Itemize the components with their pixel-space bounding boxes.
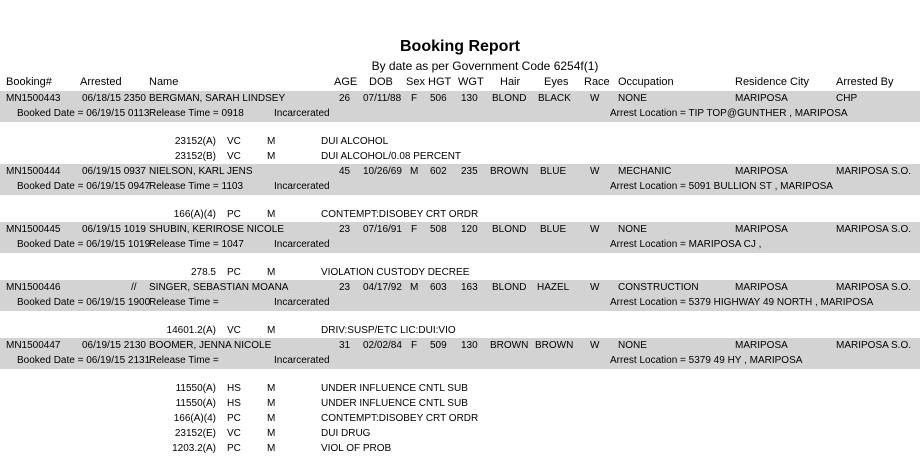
col-hgt: HGT <box>428 76 452 88</box>
residence-city: MARIPOSA <box>735 224 788 235</box>
arrest-location: Arrest Location = 5091 BULLION ST , MARIPOSA <box>610 181 833 192</box>
col-hair: Hair <box>500 76 521 88</box>
booked-date: Booked Date = 06/19/15 0113 <box>17 108 150 119</box>
dob: 07/11/88 <box>363 93 402 104</box>
arrest-location: Arrest Location = MARIPOSA CJ , <box>610 239 762 250</box>
arrested-by: MARIPOSA S.O. <box>836 282 912 293</box>
col-age: AGE <box>334 76 358 88</box>
height: 603 <box>430 282 447 293</box>
charge-code: 23152(E) <box>174 428 216 439</box>
eyes: BLUE <box>540 166 567 177</box>
col-arrested-by: Arrested By <box>836 76 894 88</box>
col-name: Name <box>149 76 179 88</box>
charge-type: PC <box>227 413 241 424</box>
occupation: MECHANIC <box>618 166 672 177</box>
hair: BROWN <box>490 340 529 351</box>
release-time: Release Time = 1103 <box>149 181 244 192</box>
race: W <box>590 166 600 177</box>
booking-number: MN1500447 <box>6 340 61 351</box>
col-occupation: Occupation <box>618 76 674 88</box>
booking-number: MN1500444 <box>6 166 61 177</box>
age: 31 <box>339 340 351 351</box>
height: 508 <box>430 224 447 235</box>
occupation: NONE <box>618 340 647 351</box>
height: 602 <box>430 166 447 177</box>
charge-code: 11550(A) <box>175 398 216 409</box>
charge-code: 166(A)(4) <box>173 209 216 220</box>
charge-type: HS <box>227 383 241 394</box>
col-booking: Booking# <box>6 76 52 88</box>
release-time: Release Time = <box>149 355 219 366</box>
charge-level: M <box>267 443 276 454</box>
booked-date: Booked Date = 06/19/15 2131 <box>17 355 151 366</box>
person-name: BOOMER, JENNA NICOLE <box>149 340 272 351</box>
height: 509 <box>430 340 447 351</box>
arrested-datetime: 06/19/15 0937 <box>82 166 146 177</box>
col-arrested: Arrested <box>80 76 122 88</box>
hair: BLOND <box>492 282 527 293</box>
release-time: Release Time = 0918 <box>149 108 244 119</box>
occupation: NONE <box>618 93 647 104</box>
sex: F <box>411 224 418 235</box>
sex: F <box>411 93 418 104</box>
race: W <box>590 282 600 293</box>
charge-code: 278.5 <box>190 267 216 278</box>
hair: BLOND <box>492 224 527 235</box>
charge-code: 14601.2(A) <box>166 325 216 336</box>
charge-description: CONTEMPT:DISOBEY CRT ORDR <box>321 413 479 424</box>
charge-type: PC <box>227 267 241 278</box>
age: 45 <box>339 166 351 177</box>
report-subtitle: By date as per Government Code 6254f(1) <box>371 59 599 73</box>
age: 26 <box>339 93 351 104</box>
arrest-location: Arrest Location = 5379 49 HY , MARIPOSA <box>610 355 803 366</box>
dob: 02/02/84 <box>363 340 402 351</box>
charge-level: M <box>267 413 276 424</box>
arrest-location: Arrest Location = 5379 HIGHWAY 49 NORTH , MARIPOSA <box>610 297 874 308</box>
charge-description: DUI ALCOHOL/0.08 PERCENT <box>321 151 462 162</box>
hair: BLOND <box>492 93 527 104</box>
arrest-location: Arrest Location = TIP TOP@GUNTHER , MARIPOSA <box>610 108 848 119</box>
charge-description: DRIV:SUSP/ETC LIC:DUI:VIO <box>321 325 456 336</box>
charge-level: M <box>267 383 276 394</box>
person-name: SHUBIN, KERIROSE NICOLE <box>149 224 285 235</box>
occupation: CONSTRUCTION <box>618 282 699 293</box>
booking-number: MN1500446 <box>6 282 61 293</box>
charge-code: 1203.2(A) <box>172 443 216 454</box>
booked-date: Booked Date = 06/19/15 1900 <box>17 297 151 308</box>
dob: 10/26/69 <box>363 166 402 177</box>
arrested-by: CHP <box>836 93 858 104</box>
col-sex: Sex <box>406 76 425 88</box>
charge-level: M <box>267 136 276 147</box>
arrested-by: MARIPOSA S.O. <box>836 340 912 351</box>
charge-type: VC <box>227 325 241 336</box>
weight: 163 <box>461 282 478 293</box>
charge-description: VIOLATION CUSTODY DECREE <box>321 267 470 278</box>
release-time: Release Time = <box>149 297 219 308</box>
charge-code: 23152(B) <box>174 151 216 162</box>
race: W <box>590 340 600 351</box>
height: 506 <box>430 93 447 104</box>
weight: 130 <box>461 93 478 104</box>
booking-number: MN1500443 <box>6 93 61 104</box>
weight: 130 <box>461 340 478 351</box>
charge-type: VC <box>227 136 241 147</box>
residence-city: MARIPOSA <box>735 282 788 293</box>
person-name: BERGMAN, SARAH LINDSEY <box>149 93 286 104</box>
charge-description: DUI ALCOHOL <box>321 136 389 147</box>
residence-city: MARIPOSA <box>735 340 788 351</box>
charge-code: 166(A)(4) <box>173 413 216 424</box>
person-name: SINGER, SEBASTIAN MOANA <box>149 282 289 293</box>
charge-type: PC <box>227 209 241 220</box>
col-residence-city: Residence City <box>735 76 809 88</box>
weight: 120 <box>461 224 478 235</box>
charge-type: VC <box>227 428 241 439</box>
occupation: NONE <box>618 224 647 235</box>
charge-type: VC <box>227 151 241 162</box>
arrested-datetime: 06/18/15 2350 <box>82 93 146 104</box>
dob: 07/16/91 <box>363 224 402 235</box>
charge-description: DUI DRUG <box>321 428 371 439</box>
eyes: BLACK <box>538 93 571 104</box>
sex: M <box>410 166 419 177</box>
custody-status: Incarcerated <box>274 297 330 308</box>
age: 23 <box>339 282 351 293</box>
charge-description: UNDER INFLUENCE CNTL SUB <box>321 398 468 409</box>
hair: BROWN <box>490 166 529 177</box>
weight: 235 <box>461 166 478 177</box>
charge-type: HS <box>227 398 241 409</box>
charge-type: PC <box>227 443 241 454</box>
charge-level: M <box>267 151 276 162</box>
col-wgt: WGT <box>458 76 484 88</box>
charge-description: UNDER INFLUENCE CNTL SUB <box>321 383 468 394</box>
charge-description: VIOL OF PROB <box>321 443 392 454</box>
charge-level: M <box>267 398 276 409</box>
booked-date: Booked Date = 06/19/15 0947 <box>17 181 151 192</box>
col-eyes: Eyes <box>544 76 569 88</box>
charge-code: 11550(A) <box>175 383 216 394</box>
report-title: Booking Report <box>400 38 520 55</box>
race: W <box>590 93 600 104</box>
sex: M <box>410 282 419 293</box>
charge-level: M <box>267 267 276 278</box>
custody-status: Incarcerated <box>274 355 330 366</box>
charge-level: M <box>267 209 276 220</box>
booking-number: MN1500445 <box>6 224 61 235</box>
arrested-by: MARIPOSA S.O. <box>836 224 912 235</box>
arrested-datetime: // <box>131 282 137 293</box>
col-dob: DOB <box>369 76 393 88</box>
eyes: HAZEL <box>537 282 570 293</box>
charge-code: 23152(A) <box>174 136 216 147</box>
charge-description: CONTEMPT:DISOBEY CRT ORDR <box>321 209 479 220</box>
arrested-datetime: 06/19/15 2130 <box>82 340 146 351</box>
person-name: NIELSON, KARL JENS <box>149 166 253 177</box>
sex: F <box>411 340 418 351</box>
arrested-datetime: 06/19/15 1019 <box>82 224 146 235</box>
residence-city: MARIPOSA <box>735 93 788 104</box>
booked-date: Booked Date = 06/19/15 1019 <box>17 239 151 250</box>
custody-status: Incarcerated <box>274 181 330 192</box>
eyes: BLUE <box>540 224 567 235</box>
race: W <box>590 224 600 235</box>
arrested-by: MARIPOSA S.O. <box>836 166 912 177</box>
col-race: Race <box>584 76 610 88</box>
custody-status: Incarcerated <box>274 108 330 119</box>
release-time: Release Time = 1047 <box>149 239 244 250</box>
dob: 04/17/92 <box>363 282 402 293</box>
custody-status: Incarcerated <box>274 239 330 250</box>
charge-level: M <box>267 428 276 439</box>
age: 23 <box>339 224 351 235</box>
charge-level: M <box>267 325 276 336</box>
residence-city: MARIPOSA <box>735 166 788 177</box>
eyes: BROWN <box>535 340 574 351</box>
